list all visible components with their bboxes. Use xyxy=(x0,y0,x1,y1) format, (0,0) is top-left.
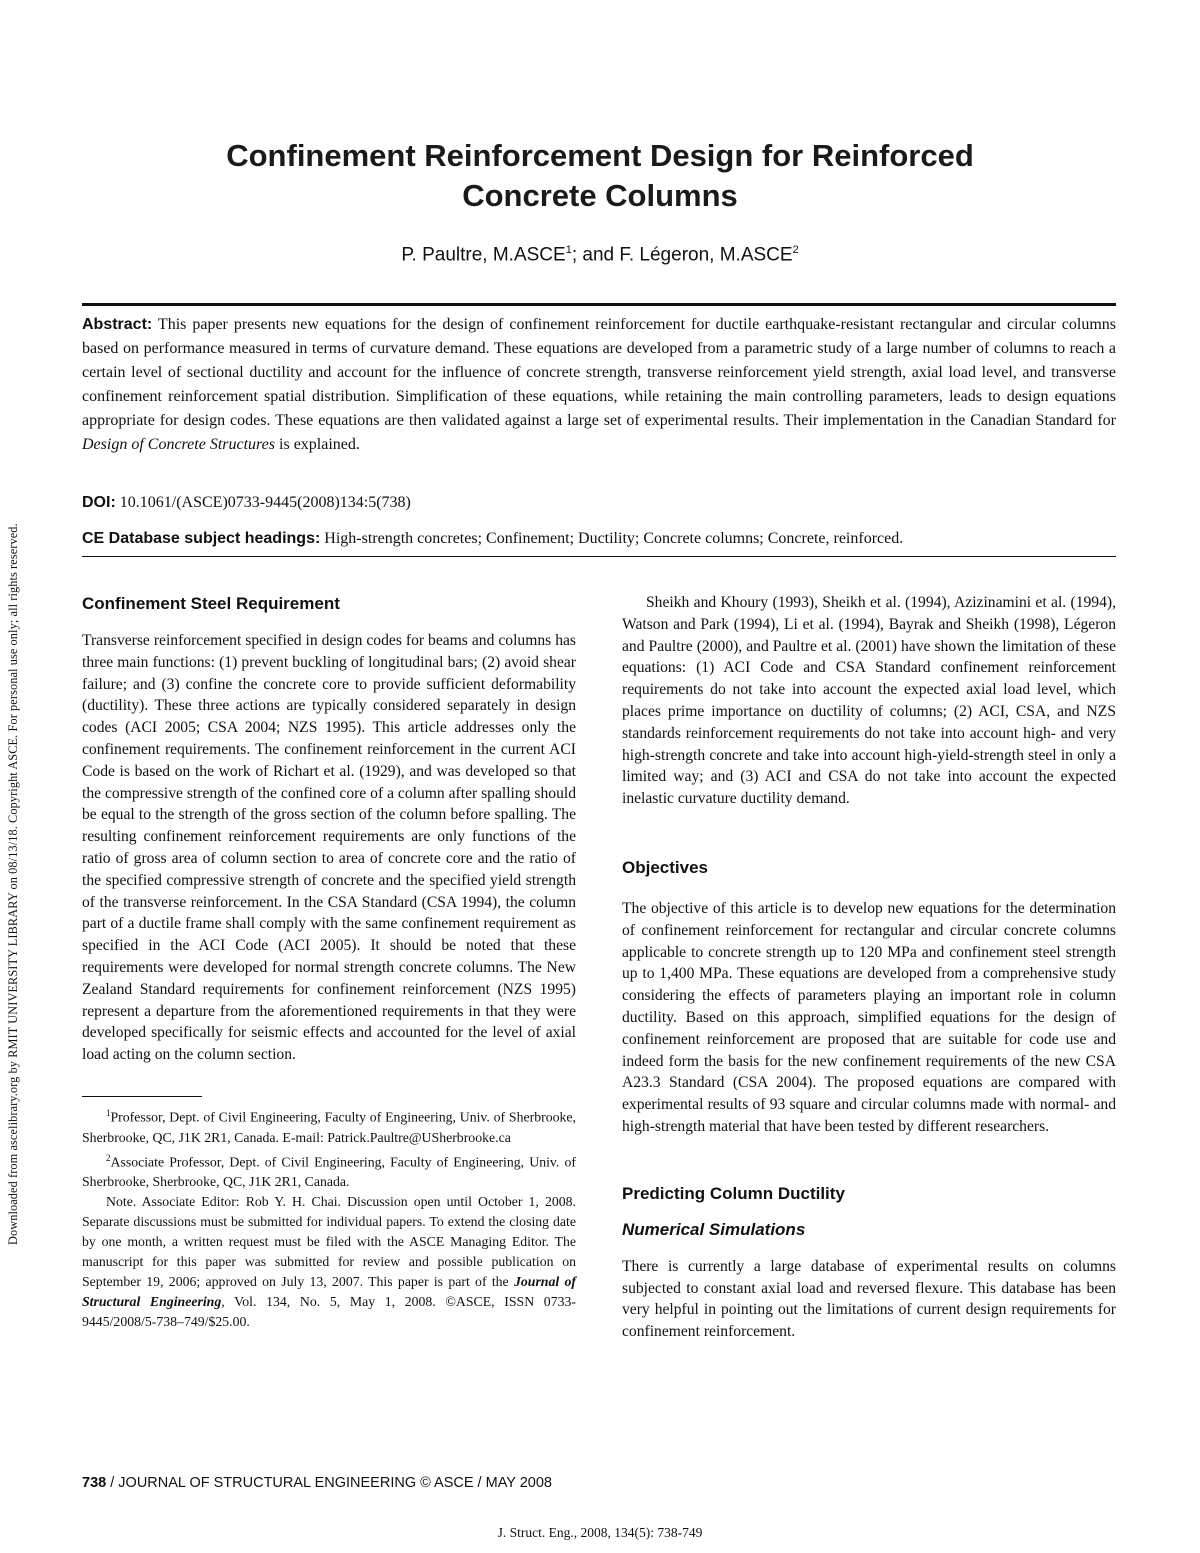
download-watermark xyxy=(3,325,23,1245)
author-line xyxy=(100,236,1100,269)
subject-headings xyxy=(82,527,1116,551)
abstract-text: This paper presents new equations for the design of confinement reinforcement for ductile earthquake-resistant rectangular and circular columns based on performance measured in terms of curvature demand. These equations are developed from a parametric study of a large number of columns to reach a certain level of sectional ductility and account for the influence of concrete strength, transverse reinforcement yield strength, axial load level, and transverse confinement reinforcement spatial distribution. Simplification of these equations, while retaining the main controlling parameters, leads to design equations appropriate for design codes. These equations are then validated against a large set of experimental results. Their implementation in the Canadian Standard for xyxy=(82,316,1116,429)
right-column xyxy=(622,592,1116,1343)
editor-note xyxy=(82,1192,576,1332)
author-mark-2: 2 xyxy=(792,244,799,256)
download-watermark-text: Downloaded from ascelibrary.org by RMIT UNIVERSITY LIBRARY on 08/13/18. Copyright ASCE. For personal use only; all rights reserved. xyxy=(6,523,20,1245)
section-heading-objectives: Objectives xyxy=(622,857,708,877)
author-paultre: P. Paultre, M.ASCE xyxy=(401,244,566,266)
author-mark-1: 1 xyxy=(565,244,572,256)
confinement-paragraph: Transverse reinforcement specified in design codes for beams and columns has three main functions: (1) prevent buckling of longitudinal bars; (2) avoid shear failure; and (3) confine the concrete core to provide sufficient deformability (ductility). These three actions are typically considered separately in design codes (ACI 2005; CSA 2004; NZS 1995). This article addresses only the confinement requirements. The confinement reinforcement in the current ACI Code is based on the work of Richart et al. (1929), and was developed so that the compressive strength of the confined core of a column after spalling should be equal to the strength of the gross section of the column before spalling. The resulting confinement reinforcement requirements are only functions of the ratio of gross area of column section to area of concrete core and the ratio of the specified compressive strength of concrete and the specified yield strength of the transverse reinforcement. In the CSA Standard (CSA 1994), the column part of a ductile frame shall comply with the same confinement requirement as specified in the ACI Code (ACI 2005). It should be noted that these requirements were developed for normal strength concrete columns. The New Zealand Standard requirements for confinement reinforcement (NZS 1995) represent a departure from the aforementioned requirements in that they were developed specifically for seismic effects and accounted for the level of axial load acting on the column section. xyxy=(82,632,576,1064)
journal-name: Journal of Structural Engineering xyxy=(82,1274,576,1310)
citation-line: J. Struct. Eng., 2008, 134(5): 738-749 xyxy=(497,1525,703,1540)
abstract-rule xyxy=(82,556,1116,557)
footnote-1-text: Professor, Dept. of Civil Engineering, Faculty of Engineering, Univ. of Sherbrooke, Sherbrooke, QC, J1K 2R1, Canada. E-mail: Patrick.Paultre@USherbrooke.ca xyxy=(82,1109,576,1145)
paper-title xyxy=(100,136,1100,216)
prior-studies-paragraph: Sheikh and Khoury (1993), Sheikh et al. (1994), Azizinamini et al. (1994), Watson and Park (1994), Li et al. (1994), Bayrak and Sheikh (1998), Légeron and Paultre (2000), and Paultre et al. (2001) have shown the limitation of these equations: (1) ACI Code and CSA Standard confinement reinforcement requirements do not take into account the expected axial load level, which places prime importance on ductility of columns; (2) ACI, CSA, and NZS standards reinforcement requirements do not take into account high- and very high-strength concrete and take into account high-yield-strength steel in only a limited way; and (3) ACI and CSA do not take into account the expected inelastic curvature ductility demand. xyxy=(622,594,1116,808)
numerical-paragraph: There is currently a large database of experimental results on columns subjected to constant axial load and reversed flexure. This database has been very helpful in pointing out the limitations of current design requirements for confinement reinforcement. xyxy=(622,1257,1116,1341)
page-footer xyxy=(82,1473,552,1493)
left-column xyxy=(82,590,576,1332)
footnote-1-mark: 1 xyxy=(106,1107,111,1118)
doi xyxy=(82,491,1116,515)
title-line-1: Confinement Reinforcement Design for Reinforced xyxy=(226,138,974,173)
abstract-label: Abstract: xyxy=(82,316,153,333)
section-heading-predicting: Predicting Column Ductility xyxy=(622,1183,845,1203)
running-footer: / JOURNAL OF STRUCTURAL ENGINEERING © ASCE / MAY 2008 xyxy=(106,1475,552,1491)
abstract xyxy=(82,313,1116,457)
page-number: 738 xyxy=(82,1475,107,1491)
editor-note-text: Note. Associate Editor: Rob Y. H. Chai. Discussion open until October 1, 2008. Separate discussions must be submitted for individual papers. To extend the closing date by one month, a written request must be filed with the ASCE Managing Editor. The manuscript for this paper was submitted for review and possible publication on September 19, 2006; approved on July 13, 2007. This paper is part of the xyxy=(82,1194,576,1290)
abstract-text-end: is explained. xyxy=(275,436,360,453)
editor-note-text-end: , Vol. 134, No. 5, May 1, 2008. ©ASCE, ISSN 0733-9445/2008/5-738–749/$25.00. xyxy=(82,1294,576,1330)
author-joiner: ; and F. Légeron, M.ASCE xyxy=(571,244,793,266)
subject-headings-label: CE Database subject headings: xyxy=(82,530,321,547)
doi-value: 10.1061/(ASCE)0733-9445(2008)134:5(738) xyxy=(115,494,411,511)
footnote-2 xyxy=(82,1148,576,1193)
objectives-paragraph: The objective of this article is to develop new equations for the determination of confinement reinforcement for rectangular and circular concrete columns applicable to concrete strength up to 120 MPa and confinement steel strength up to 1,400 MPa. These equations are developed from a comprehensive study considering the effects of parameters playing an important role in column ductility. Based on this approach, simplified equations for the design of confinement reinforcement are proposed that are suitable for code use and indeed form the basis for the new confinement requirements of the new CSA A23.3 Standard (CSA 2004). The proposed equations are compared with experimental results of 93 square and circular columns made with normal- and high-strength material that have been tested by different researchers. xyxy=(622,899,1116,1135)
footnote-1 xyxy=(82,1103,576,1148)
footnote-rule xyxy=(82,1096,202,1097)
header-rule xyxy=(82,303,1116,306)
footnote-2-text: Associate Professor, Dept. of Civil Engineering, Faculty of Engineering, Univ. of Sherbrooke, Sherbrooke, QC, J1K 2R1, Canada. xyxy=(82,1154,576,1190)
doi-label: DOI: xyxy=(82,494,116,511)
footnote-2-mark: 2 xyxy=(106,1152,111,1163)
subject-headings-value: High-strength concretes; Confinement; Ductility; Concrete columns; Concrete, reinforced. xyxy=(320,530,904,547)
abstract-standard-title: Design of Concrete Structures xyxy=(82,436,276,453)
subsection-heading-numerical: Numerical Simulations xyxy=(622,1219,806,1239)
title-line-2: Concrete Columns xyxy=(462,178,738,213)
section-heading-confinement: Confinement Steel Requirement xyxy=(82,594,340,613)
